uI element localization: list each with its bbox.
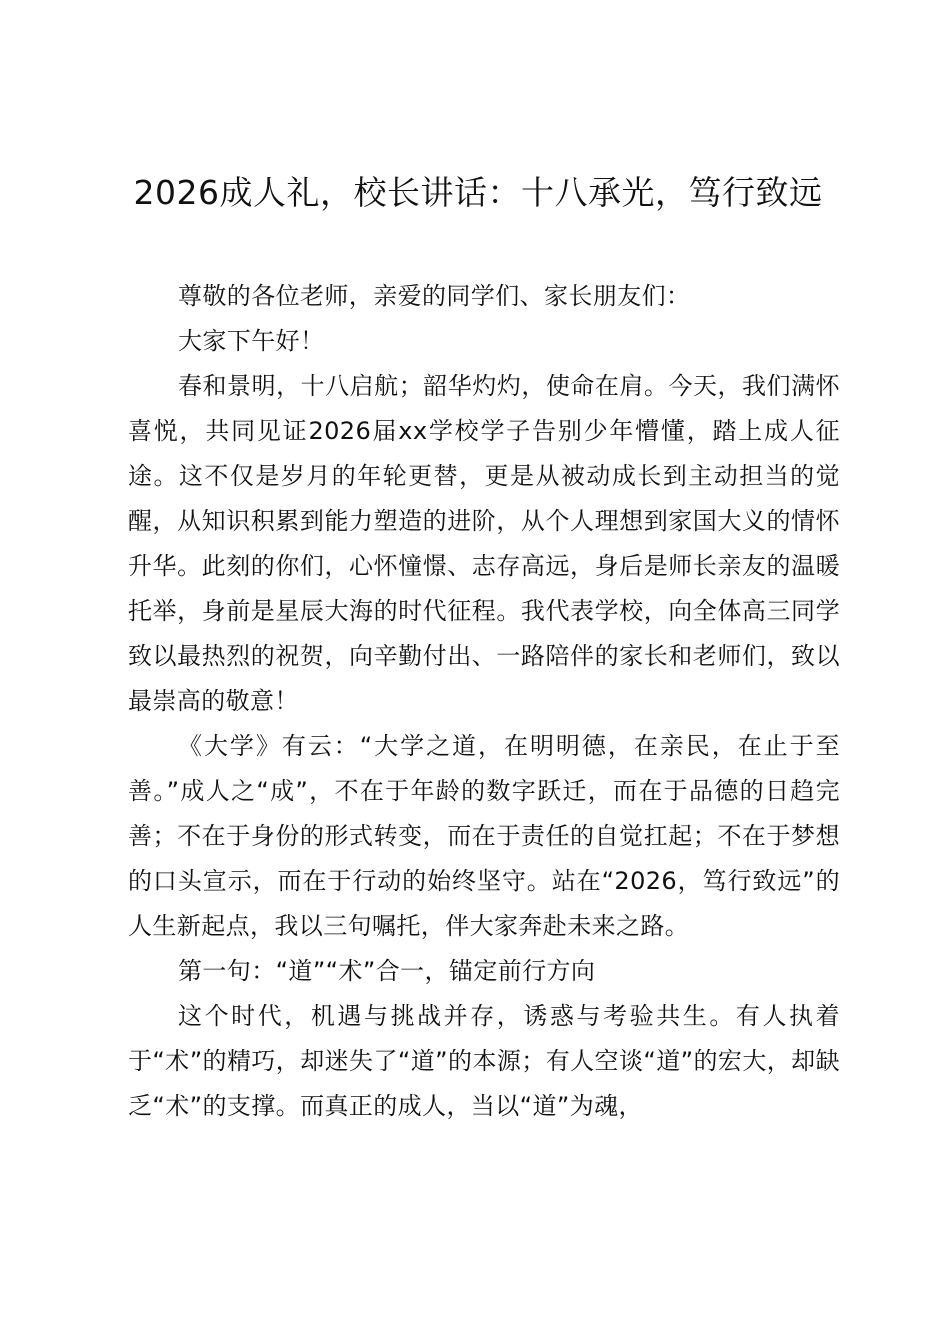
body-paragraph: 《大学》有云：“大学之道，在明明德，在亲民，在止于至善。”成人之“成”，不在于年龄的数字跃迁，而在于品德的日趋完善；不在于身份的形式转变，而在于责任的自觉扛起；不在于梦想的口头宣示，而在于行动的始终坚守。站在“2026，笃行致远”的人生新起点，我以三句嘱托，伴大家奔赴未来之路。 (128, 732, 840, 940)
greeting-line: 尊敬的各位老师，亲爱的同学们、家长朋友们： (178, 282, 691, 310)
salutation-line: 大家下午好！ (178, 327, 325, 355)
section-paragraph: 这个时代，机遇与挑战并存，诱惑与考验共生。有人执着于“术”的精巧，却迷失了“道”的本源；有人空谈“道”的宏大，却缺乏“术”的支撑。而真正的成人，当以“道”为魂， (128, 1002, 840, 1120)
section-heading: 第一句：“道”“术”合一，锚定前行方向 (178, 957, 596, 985)
document-title: 2026成人礼，校长讲话：十八承光，笃行致远 (133, 173, 823, 212)
document-body (128, 274, 840, 1129)
body-paragraph: 春和景明，十八启航；韶华灼灼，使命在肩。今天，我们满怀喜悦，共同见证2026届xx学校学子告别少年懵懂，踏上成人征途。这不仅是岁月的年轮更替，更是从被动成长到主动担当的觉醒，从知识积累到能力塑造的进阶，从个人理想到家国大义的情怀升华。此刻的你们，心怀憧憬、志存高远，身后是师长亲友的温暖托举，身前是星辰大海的时代征程。我代表学校，向全体高三同学致以最热烈的祝贺，向辛勤付出、一路陪伴的家长和老师们，致以最崇高的敬意！ (128, 372, 840, 715)
